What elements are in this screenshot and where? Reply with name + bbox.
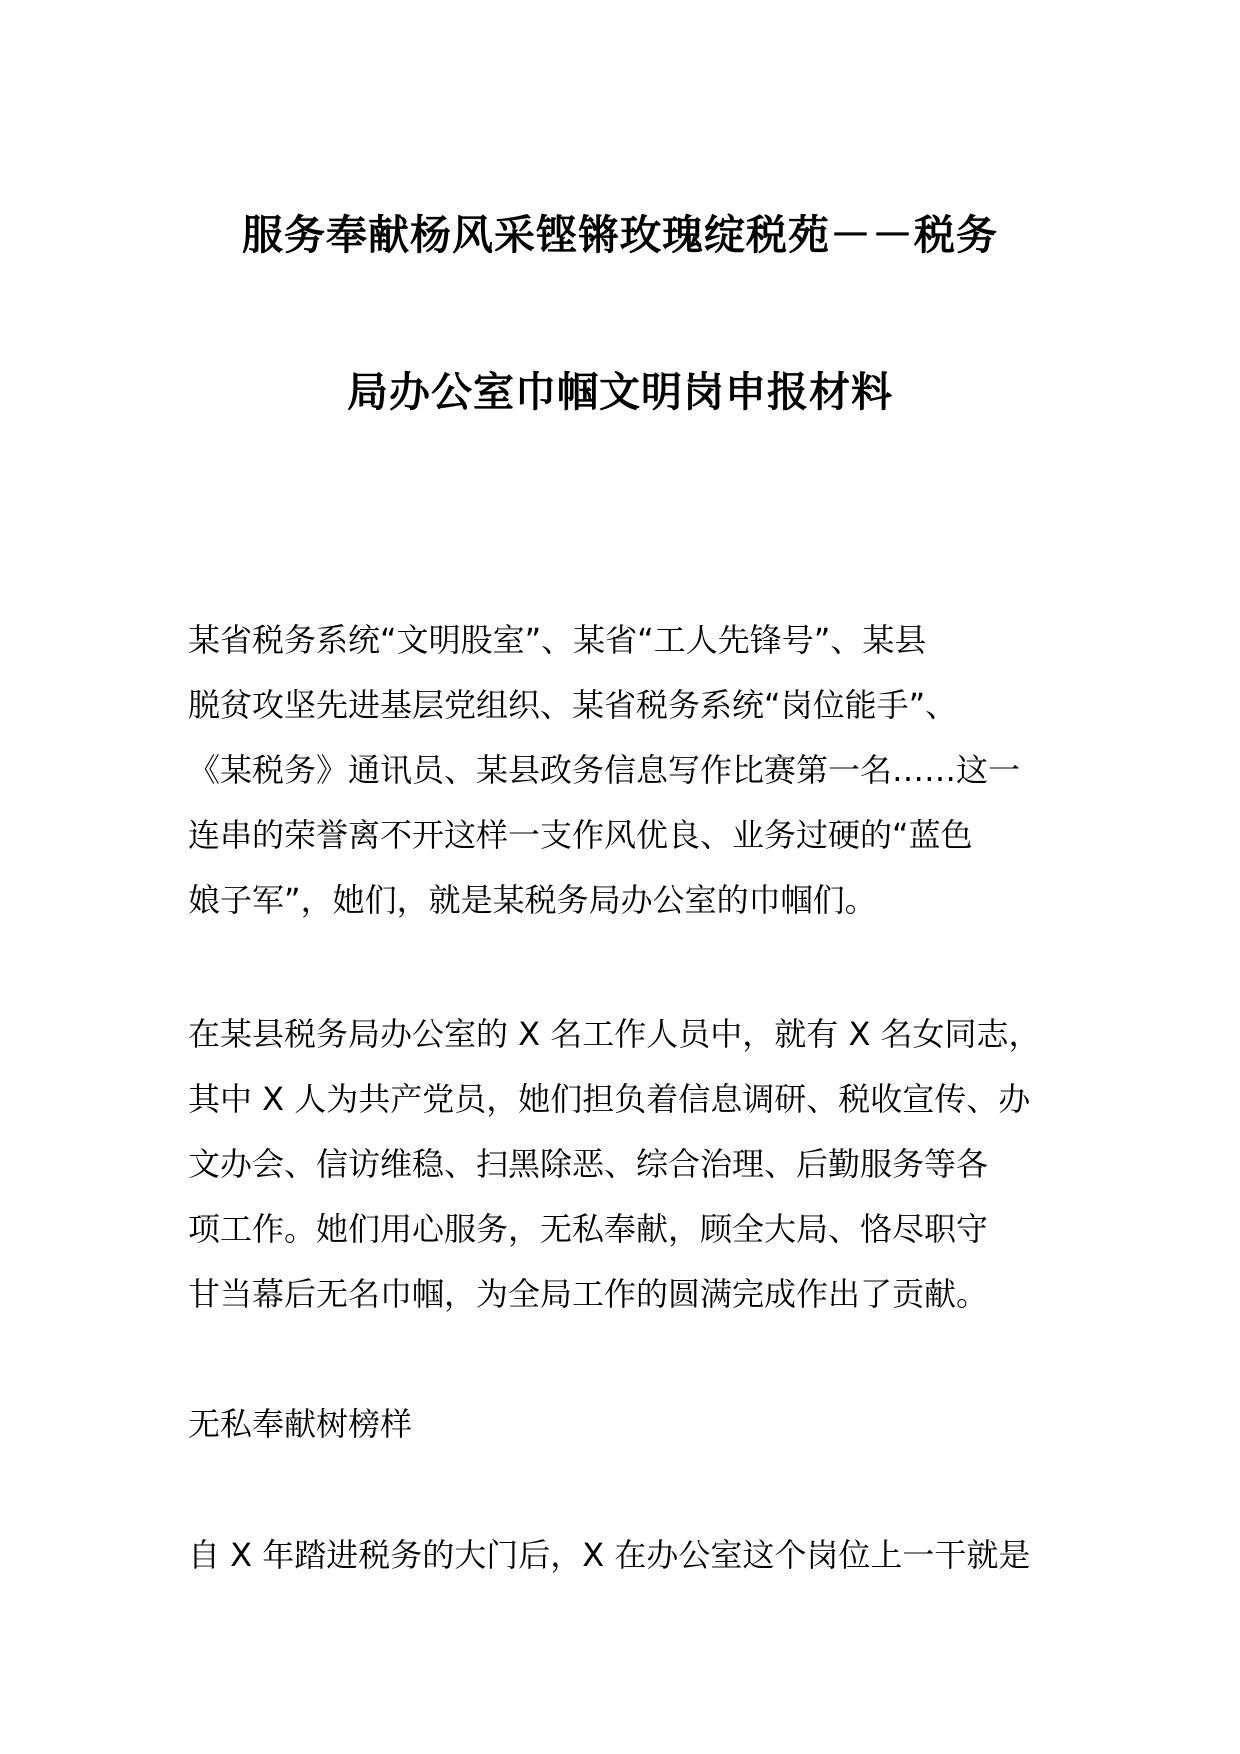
paragraph-honors [188,608,1068,933]
paragraph-line: 某省税务系统“文明股室”、某省“工人先锋号”、某县 [188,621,927,659]
section-heading-text: 无私奉献树榜样 [188,1405,413,1443]
paragraph-line: 甘当幕后无名巾帼，为全局工作的圆满完成作出了贡献。 [188,1275,989,1313]
paragraph-line: 项工作。她们用心服务，无私奉献，顾全大局、恪尽职守 [188,1210,989,1248]
paragraph-line: 娘子军”，她们，就是某税务局办公室的巾帼们。 [188,881,877,919]
paragraph-staff [188,1002,1068,1327]
paragraph-line: 自 X 年踏进税务的大门后，X 在办公室这个岗位上一干就是 [188,1536,1031,1574]
paragraph-line: 其中 X 人为共产党员，她们担负着信息调研、税收宣传、办 [188,1080,1031,1118]
document-title-line-1: 服务奉献杨风采铿锵玫瑰绽税苑－－税务 [242,211,998,259]
paragraph-line: 《某税务》通讯员、某县政务信息写作比赛第一名……这一 [188,751,1021,789]
paragraph-line: 文办会、信访维稳、扫黑除恶、综合治理、后勤服务等各 [188,1145,989,1183]
section-heading [188,1392,1068,1457]
paragraph-intro [188,1523,1068,1588]
paragraph-line: 在某县税务局办公室的 X 名工作人员中，就有 X 名女同志， [188,1015,1041,1053]
document-title-line-2: 局办公室巾帼文明岗申报材料 [347,368,893,416]
paragraph-line: 连串的荣誉离不开这样一支作风优良、业务过硬的“蓝色 [188,816,973,854]
paragraph-line: 脱贫攻坚先进基层党组织、某省税务系统“岗位能手”、 [188,686,958,724]
